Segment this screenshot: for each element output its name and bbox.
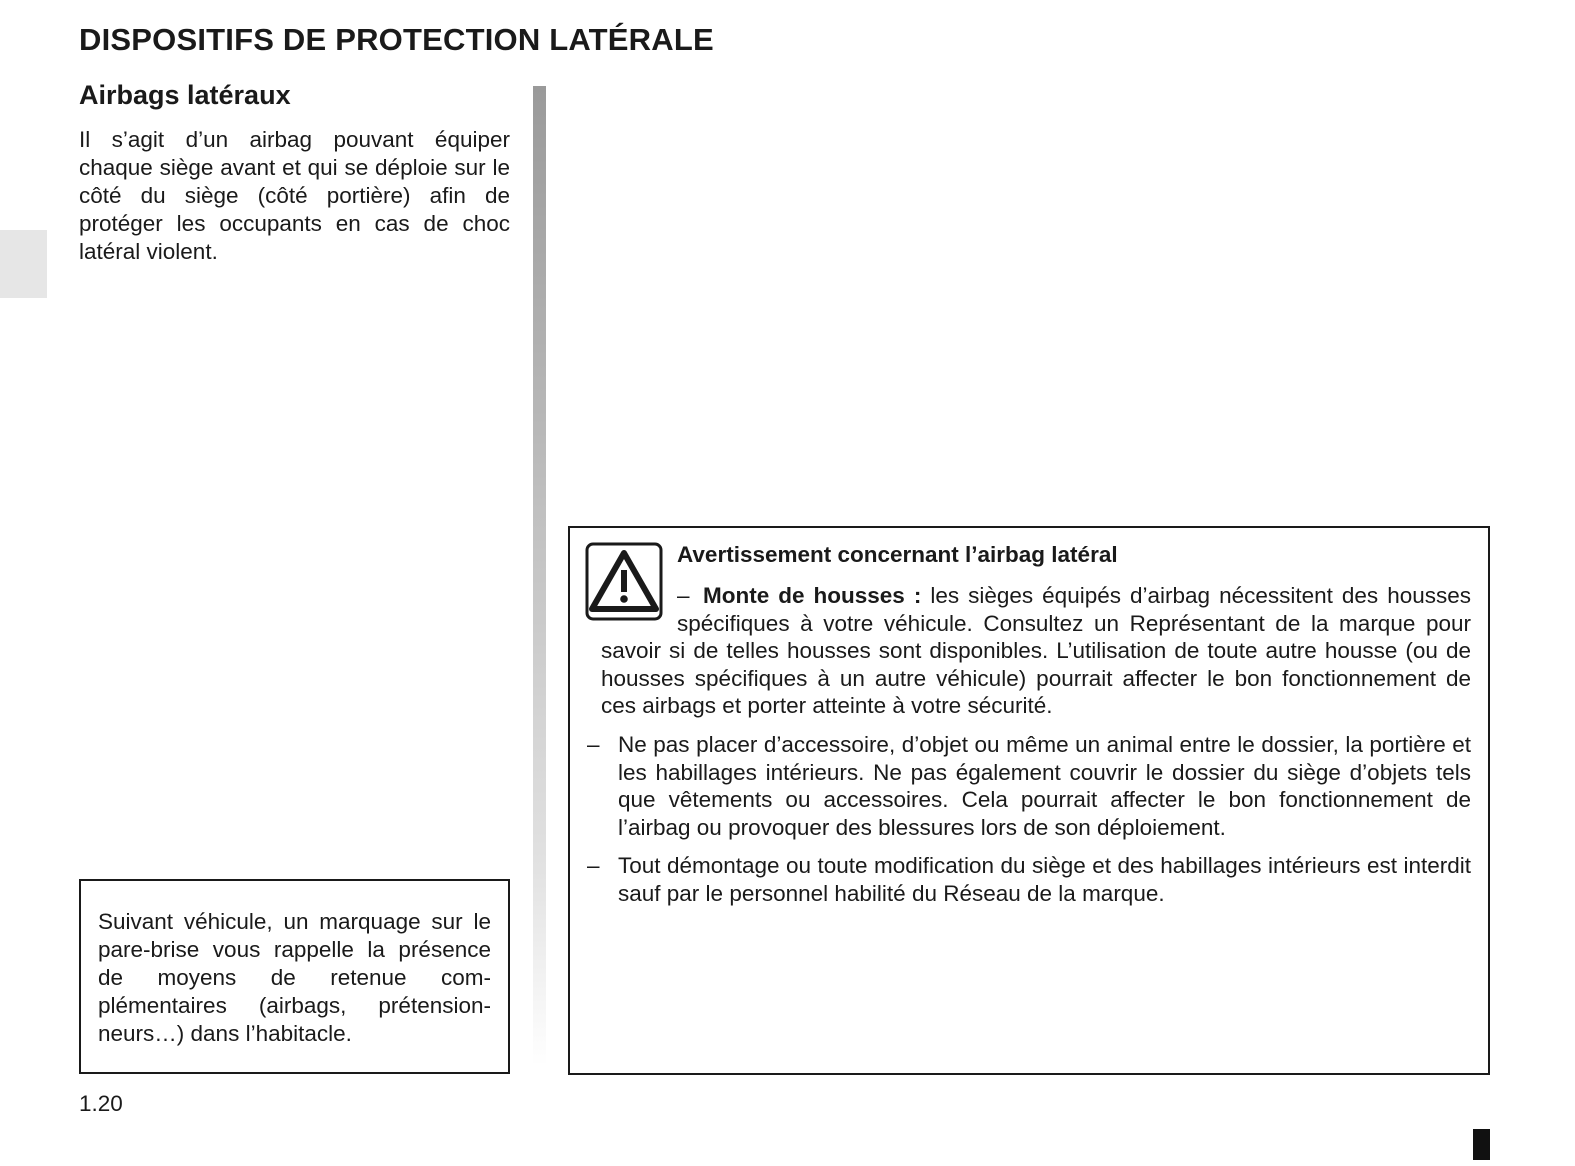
warning-item-text: Ne pas placer d’accessoire, d’objet ou même un animal entre le dossier, la portière et les habillages intérieurs. Ne pas également couvrir le dossier du siège d’objets tels que vêtements ou accessoires. Cela pourrait affecter le bon fonctionnement de l’airbag ou provoquer des blessures lors de son déploiement.: [618, 731, 1471, 840]
warning-item: [587, 852, 1471, 907]
page-number: 1.20: [79, 1091, 123, 1116]
warning-item: [587, 731, 1471, 841]
section-heading: Airbags latéraux: [79, 80, 291, 110]
warning-triangle-icon: [585, 542, 663, 621]
warning-item: [601, 582, 1471, 720]
intro-paragraph: Il s’agit d’un airbag pouvant équiper chaque siège avant et qui se déploie sur le côté du siège (côté portière) afin de protéger les occupants en cas de choc latéral violent.: [79, 127, 510, 264]
chapter-tab: [0, 230, 47, 298]
warning-item-bold: Monte de housses :: [703, 583, 922, 608]
list-dash: –: [587, 731, 600, 757]
warning-title: Avertissement concernant l’airbag latéral: [677, 542, 1118, 567]
warning-box: [568, 526, 1490, 1075]
note-text: Suivant véhicule, un marquage sur le pare-brise vous rappelle la présence de moyens de retenue complémentaires (airbags, prétensionneurs…) dans l’habitacle.: [98, 909, 491, 1046]
warning-item-text: Tout démontage ou toute modification du siège et des habillages intérieurs est interdit sauf par le personnel habilité du Réseau de la marque.: [618, 853, 1471, 906]
page-corner-mark: [1473, 1129, 1490, 1160]
windscreen-note-box: [79, 879, 510, 1074]
list-dash: –: [587, 853, 600, 879]
list-dash: –: [677, 583, 690, 608]
warning-item-text: les sièges équipés d’airbag nécessitent des housses spécifiques à votre véhicule. Consultez un Représentant de la marque pour savoir si de telles housses sont disponibles. L’utilisation de toute autre housse (ou de housses spécifiques à un autre véhicule) pourrait affecter le bon fonctionnement de ces airbags et porter atteinte à votre sécurité.: [601, 583, 1471, 719]
column-divider: [533, 86, 546, 1066]
page-title: DISPOSITIFS DE PROTECTION LATÉRALE: [79, 22, 714, 57]
